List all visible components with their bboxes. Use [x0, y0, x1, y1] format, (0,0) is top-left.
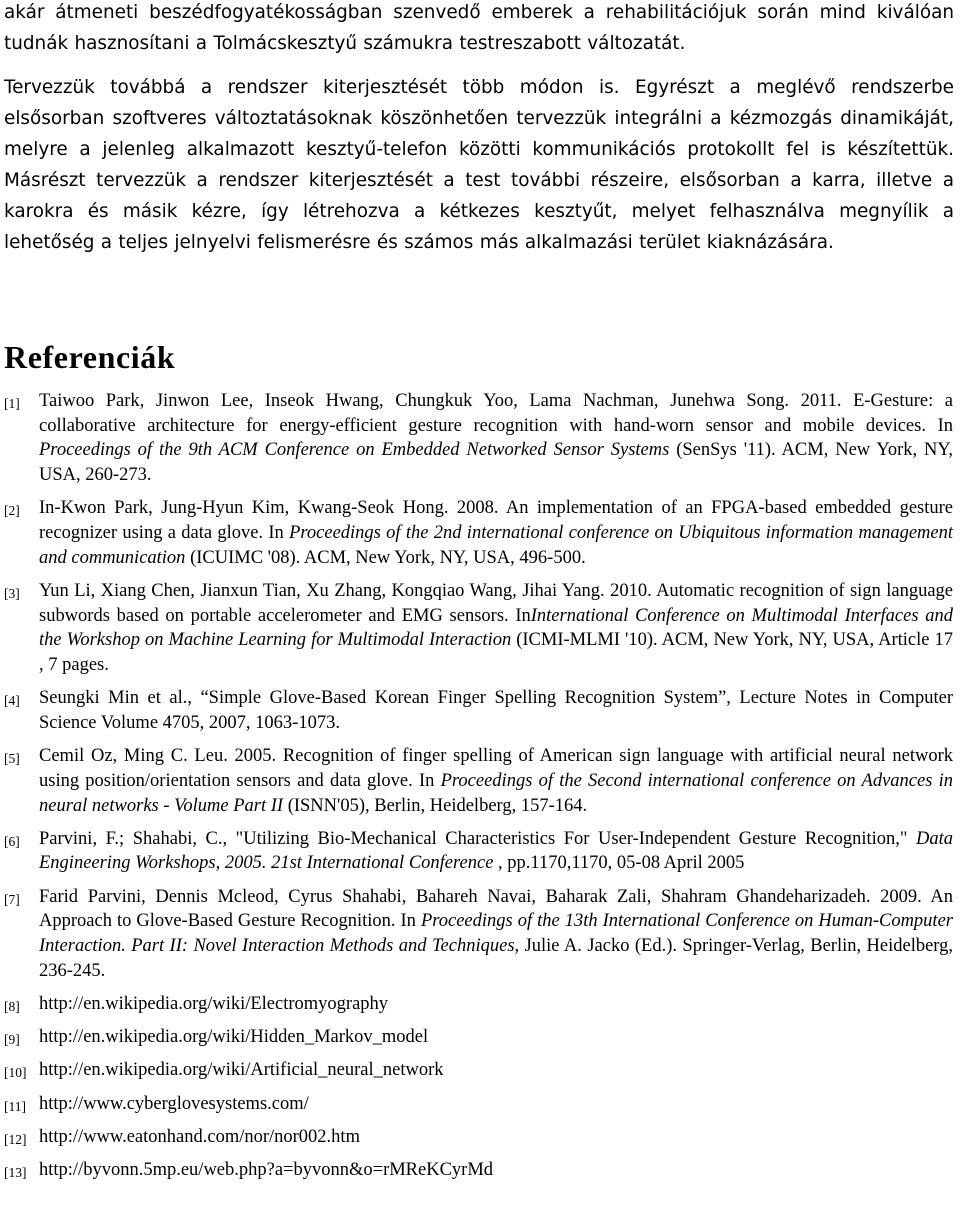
reference-text-main: Cemil Oz, Ming C. Leu. 2005. Recognition of finger spelling of American sign language with artificial neural network using position/orientation sensors and data glove. In: [39, 746, 953, 791]
reference-item: [0, 1158, 960, 1183]
reference-venue: Proceedings of the Second international conference on Advances in neural networks - Volume Part II: [39, 770, 954, 816]
reference-venue: Proceedings of the 2nd international conference on Ubiquitous information management and communication: [39, 523, 953, 568]
reference-number: [4]: [4, 693, 20, 709]
reference-item: [0, 992, 960, 1017]
reference-text: [39, 827, 953, 876]
reference-text: [39, 885, 953, 984]
reference-item: [0, 1092, 960, 1117]
reference-link[interactable]: http://www.cyberglovesystems.com/: [39, 1093, 309, 1114]
reference-text-main: Yun Li, Xiang Chen, Jianxun Tian, Xu Zhang, Kongqiao Wang, Jihai Yang. 2010. Automatic recognition of sign language subwords based on portable accelerometer and EMG sensors. In: [39, 580, 953, 626]
reference-list: [0, 389, 960, 1191]
reference-item: [0, 496, 960, 570]
reference-text-tail: (ICUIMC '08). ACM, New York, NY, USA, 496-500.: [185, 547, 586, 568]
reference-link[interactable]: http://en.wikipedia.org/wiki/Electromyography: [39, 993, 389, 1014]
reference-link[interactable]: http://www.eatonhand.com/nor/nor002.htm: [39, 1126, 360, 1147]
reference-number: [5]: [4, 751, 20, 767]
reference-item: [0, 1025, 960, 1050]
reference-text: [39, 496, 953, 570]
reference-text-main: Seungki Min et al., “Simple Glove-Based Korean Finger Spelling Recognition System”, Lecture Notes in Computer Science Volume 4705, 2007, 1063-1073.: [39, 688, 953, 733]
reference-text-tail: (SenSys '11). ACM, New York, NY, USA, 260-273.: [39, 440, 953, 486]
reference-text-tail: , pp.1170,1170, 05-08 April 2005: [493, 853, 745, 874]
reference-item: [0, 744, 960, 818]
reference-item: [0, 827, 960, 876]
reference-text-tail: (ISNN'05), Berlin, Heidelberg, 157-164.: [283, 795, 588, 816]
section-heading-references: Referenciák: [4, 339, 176, 375]
reference-item: [0, 389, 960, 488]
reference-venue: Data Engineering Workshops, 2005. 21st International Conference: [39, 828, 953, 874]
reference-number: [3]: [4, 585, 20, 601]
reference-number: [13]: [4, 1164, 27, 1180]
reference-number: [12]: [4, 1131, 27, 1147]
reference-number: [10]: [4, 1065, 27, 1081]
reference-text-main: Taiwoo Park, Jinwon Lee, Inseok Hwang, Chungkuk Yoo, Lama Nachman, Junehwa Song. 2011. E-Gesture: a collaborative architecture for energy-efficient gesture recognition with hand-worn sensor and mobile devices. In: [39, 391, 953, 436]
reference-text: [39, 686, 953, 735]
reference-number: [7]: [4, 891, 20, 907]
paragraph-extension: Tervezzük továbbá a rendszer kiterjesztését több módon is. Egyrészt a meglévő rendszerbe elsősorban szoftveres változtatásoknak köszönhetően tervezzük integrálni a kézmozgás dinamikáját, melyre a jelenleg alkalmazott kesztyű-telefon közötti kommunikációs protokollt fel is készítettük. Másrészt tervezzük a rendszer kiterjesztését a test további részeire, elsősorban a karra, illetve a karokra és másik kézre, így létrehozva a kétkezes kesztyűt, melyet felhasználva megnyílik a lehetőség a teljes jelnyelvi felismerésre és számos más alkalmazási terület kiaknázására.: [4, 77, 954, 253]
reference-number: [6]: [4, 833, 20, 849]
reference-text: [39, 744, 953, 818]
reference-venue: Proceedings of the 9th ACM Conference on Embedded Networked Sensor Systems: [39, 440, 670, 461]
reference-item: [0, 686, 960, 735]
reference-link[interactable]: http://en.wikipedia.org/wiki/Artificial_neural_network: [39, 1060, 444, 1081]
reference-text-main: Parvini, F.; Shahabi, C., "Utilizing Bio-Mechanical Characteristics For User-Independent Gesture Recognition,": [39, 828, 916, 849]
reference-item: [0, 885, 960, 984]
reference-number: [1]: [4, 396, 20, 411]
reference-text-tail: (ICMI-MLMI '10). ACM, New York, NY, USA, Article 17 , 7 pages.: [39, 630, 953, 676]
reference-item: [0, 1125, 960, 1150]
reference-number: [8]: [4, 998, 20, 1014]
reference-link[interactable]: http://en.wikipedia.org/wiki/Hidden_Markov_model: [39, 1027, 429, 1048]
reference-text: [39, 389, 953, 488]
reference-text-main: In-Kwon Park, Jung-Hyun Kim, Kwang-Seok Hong. 2008. An implementation of an FPGA-based embedded gesture recognizer using a data glove. In: [39, 498, 953, 544]
reference-venue: Proceedings of the 13th International Conference on Human-Computer Interaction. Part II: Novel Interaction Methods and Techniques: [39, 911, 953, 957]
reference-link[interactable]: http://byvonn.5mp.eu/web.php?a=byvonn&o=rMReKCyrMd: [39, 1159, 494, 1180]
reference-number: [9]: [4, 1032, 20, 1048]
reference-item: [0, 1058, 960, 1083]
reference-text: [39, 579, 953, 678]
reference-number: [2]: [4, 503, 20, 519]
reference-item: [0, 579, 960, 678]
reference-venue: International Conference on Multimodal Interfaces and the Workshop on Machine Learning for Multimodal Interaction: [39, 605, 953, 651]
paragraph-intro: akár átmeneti beszédfogyatékosságban szenvedő emberek a rehabilitációjuk során mind kiválóan tudnák hasznosítani a Tolmácskesztyű számukra testreszabott változatát.: [4, 2, 954, 54]
reference-number: [11]: [4, 1098, 26, 1114]
reference-text-tail: , Julie A. Jacko (Ed.). Springer-Verlag, Berlin, Heidelberg, 236-245.: [39, 936, 953, 981]
reference-text-main: Farid Parvini, Dennis Mcleod, Cyrus Shahabi, Bahareh Navai, Baharak Zali, Shahram Ghandeharizadeh. 2009. An Approach to Glove-Based Gesture Recognition. In: [39, 886, 953, 932]
